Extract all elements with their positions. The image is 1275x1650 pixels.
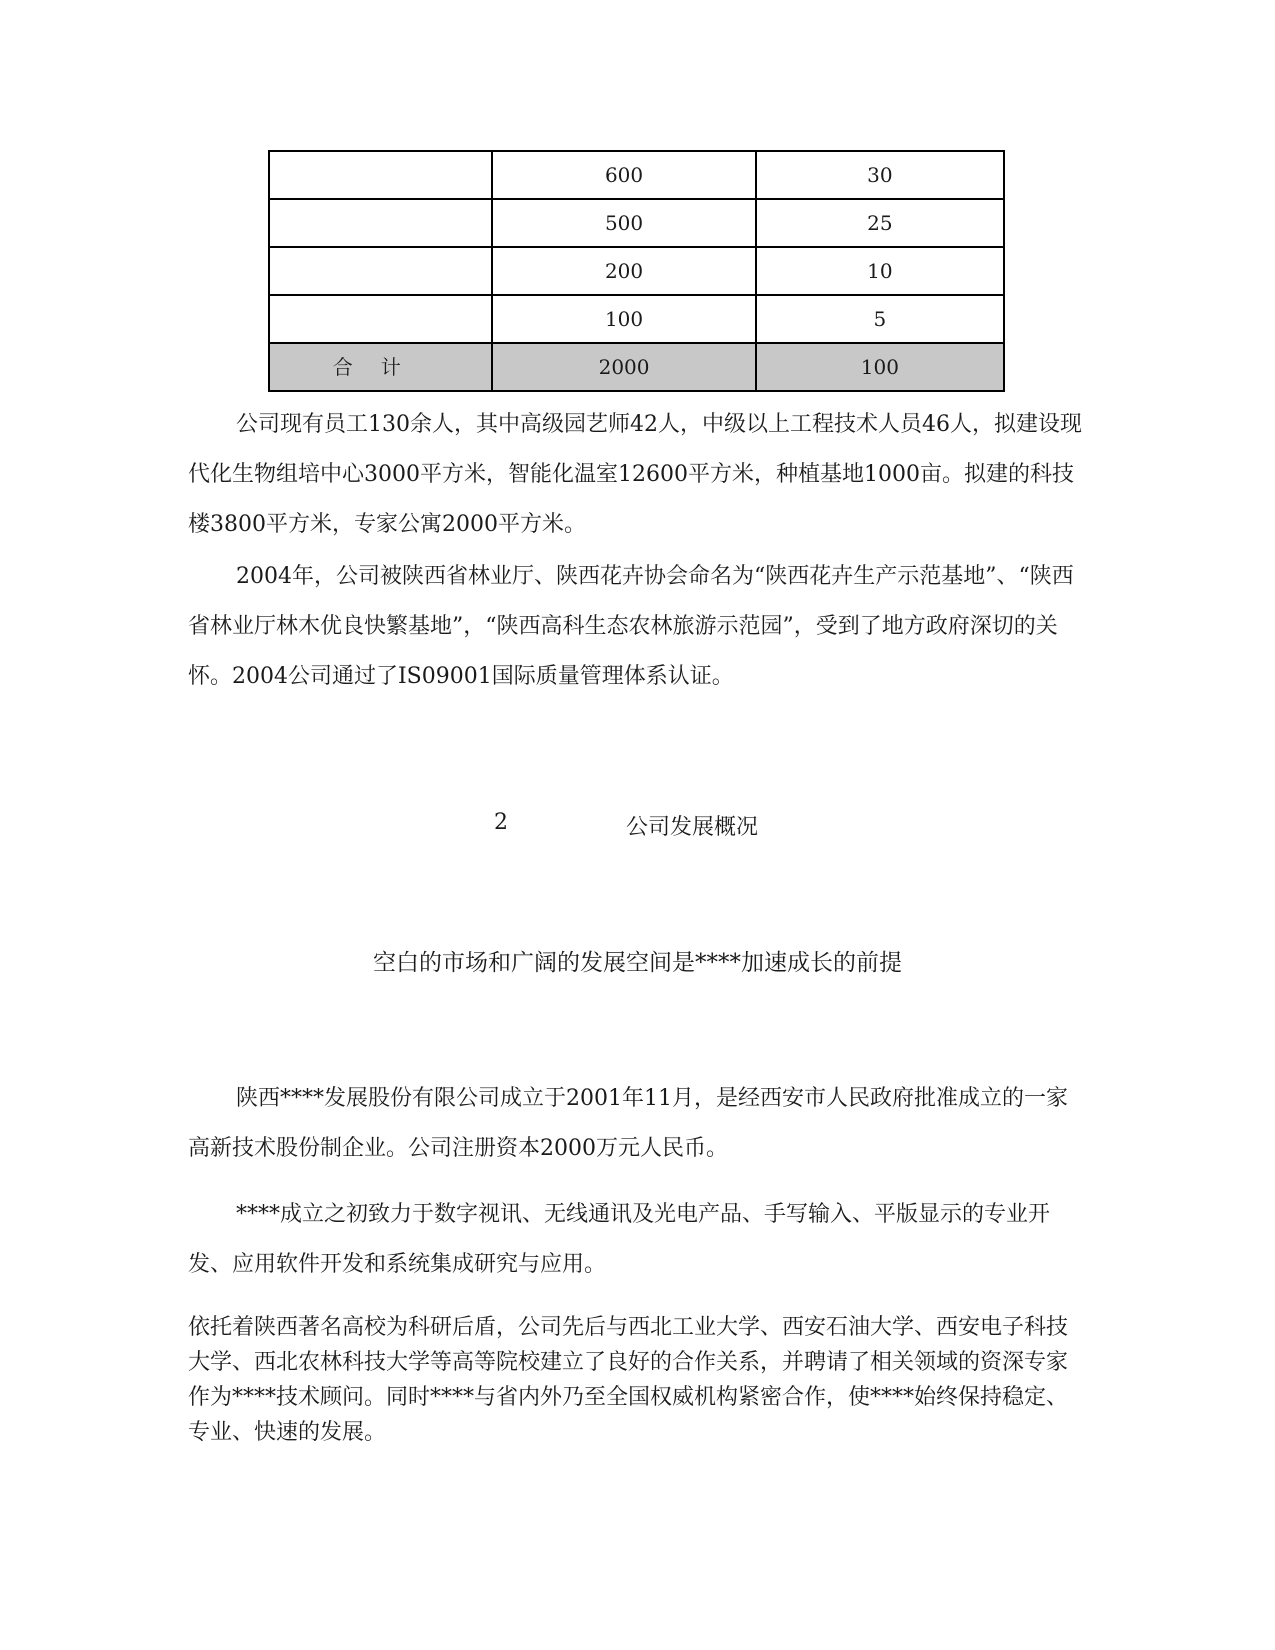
paragraph-focus: ****成立之初致力于数字视讯、无线通讯及光电产品、手写输入、平版显示的专业开发、应用软件开发和系统集成研究与应用。: [188, 1202, 1051, 1277]
table-cell-amount: 200: [492, 247, 755, 295]
paragraph-staff: 公司现有员工130余人，其中高级园艺师42人，中级以上工程技术人员46人，拟建设现代化生物组培中心3000平方米，智能化温室12600平方米，种植基地1000亩。拟建的科技楼3800平方米，专家公寓2000平方米。: [188, 412, 1082, 537]
section-heading: [0, 810, 1275, 850]
table-row: [269, 247, 1004, 295]
paragraph-company-intro: 陕西****发展股份有限公司成立于2001年11月，是经西安市人民政府批准成立的一家高新技术股份制企业。公司注册资本2000万元人民币。: [188, 1086, 1068, 1161]
table-cell-label: [269, 151, 492, 199]
table-cell-percent: 10: [756, 247, 1004, 295]
table-row: [269, 151, 1004, 199]
section-subtitle: 空白的市场和广阔的发展空间是****加速成长的前提: [373, 950, 902, 976]
section-title: 公司发展概况: [626, 815, 759, 840]
table-cell-amount: 500: [492, 199, 755, 247]
table-total-amount: 2000: [492, 343, 755, 391]
table-total-percent: 100: [756, 343, 1004, 391]
table-total-label: 合计: [332, 355, 429, 379]
paragraph-awards: 2004年，公司被陕西省林业厅、陕西花卉协会命名为“陕西花卉生产示范基地”、“陕西省林业厅林木优良快繁基地”，“陕西高科生态农林旅游示范园”，受到了地方政府深切的关怀。2004公司通过了IS09001国际质量管理体系认证。: [188, 564, 1074, 689]
table-cell-percent: 30: [756, 151, 1004, 199]
table-cell-label: [269, 199, 492, 247]
table-cell-amount: 100: [492, 295, 755, 343]
investment-table: [268, 150, 1005, 392]
table-total-row: [269, 343, 1004, 391]
paragraph-partners: 依托着陕西著名高校为科研后盾，公司先后与西北工业大学、西安石油大学、西安电子科技大学、西北农林科技大学等高等院校建立了良好的合作关系，并聘请了相关领域的资深专家作为****技术顾问。同时****与省内外乃至全国权威机构紧密合作，使****始终保持稳定、专业、快速的发展。: [188, 1315, 1069, 1445]
table-cell-label: [269, 295, 492, 343]
table-cell-percent: 25: [756, 199, 1004, 247]
table-row: [269, 295, 1004, 343]
table-cell-label: [269, 247, 492, 295]
table-row: [269, 199, 1004, 247]
table-cell-percent: 5: [756, 295, 1004, 343]
section-number: 2: [494, 810, 508, 835]
table-cell-amount: 600: [492, 151, 755, 199]
